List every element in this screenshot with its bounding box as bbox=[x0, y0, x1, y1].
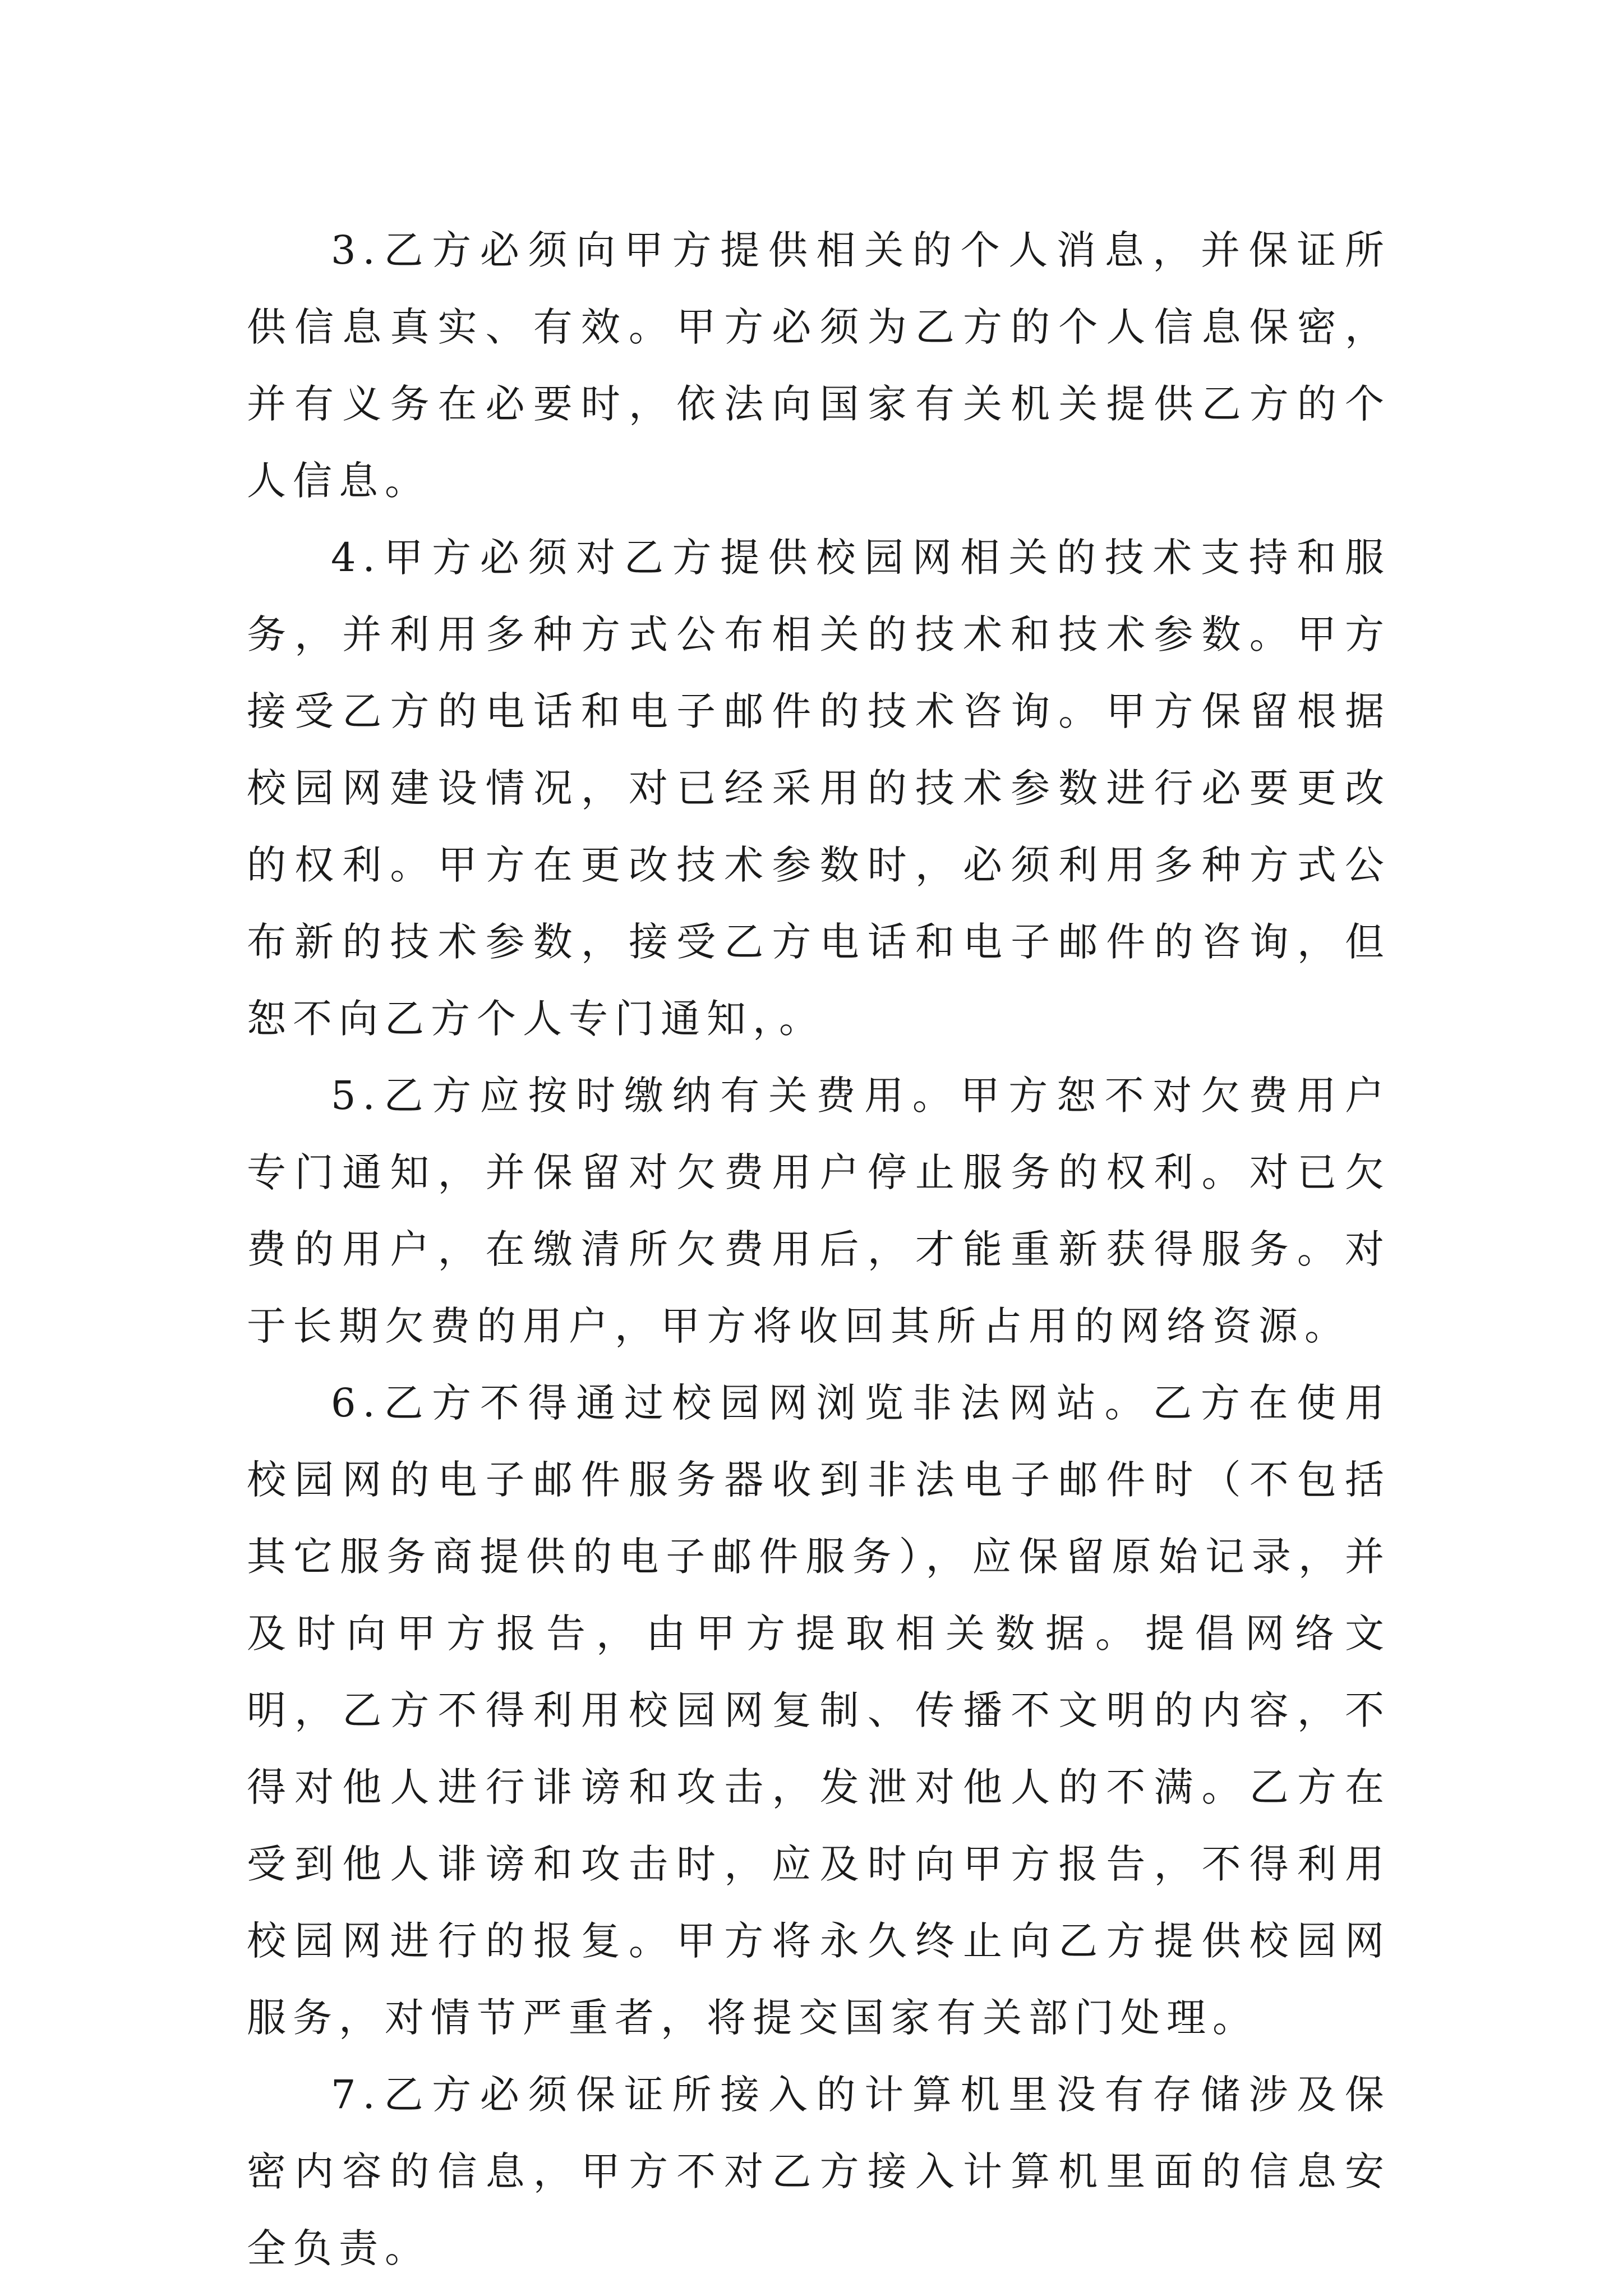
document-body bbox=[247, 212, 1391, 2287]
clause-5-paragraph: 5.乙方应按时缴纳有关费用。甲方恕不对欠费用户专门通知，并保留对欠费用户停止服务的权利。对已欠费的用户，在缴清所欠费用后，才能重新获得服务。对于长期欠费的用户，甲方将收回其所占用的网络资源。 bbox=[247, 1073, 1391, 1349]
clause-6-paragraph: 6.乙方不得通过校园网浏览非法网站。乙方在使用校园网的电子邮件服务器收到非法电子邮件时（不包括其它服务商提供的电子邮件服务），应保留原始记录，并及时向甲方报告，由甲方提取相关数据。提倡网络文明，乙方不得利用校园网复制、传播不文明的内容，不得对他人进行诽谤和攻击，发泄对他人的不满。乙方在受到他人诽谤和攻击时，应及时向甲方报告，不得利用校园网进行的报复。甲方将永久终止向乙方提供校园网服务，对情节严重者，将提交国家有关部门处理。 bbox=[247, 1380, 1391, 2041]
clause-3-paragraph: 3.乙方必须向甲方提供相关的个人消息，并保证所供信息真实、有效。甲方必须为乙方的个人信息保密，并有义务在必要时，依法向国家有关机关提供乙方的个人信息。 bbox=[247, 227, 1391, 504]
clause-4-paragraph: 4.甲方必须对乙方提供校园网相关的技术支持和服务，并利用多种方式公布相关的技术和技术参数。甲方接受乙方的电话和电子邮件的技术咨询。甲方保留根据校园网建设情况，对已经采用的技术参数进行必要更改的权利。甲方在更改技术参数时，必须利用多种方式公布新的技术参数，接受乙方电话和电子邮件的咨询，但恕不向乙方个人专门通知，。 bbox=[247, 535, 1391, 1042]
clause-7-paragraph: 7.乙方必须保证所接入的计算机里没有存储涉及保密内容的信息，甲方不对乙方接入计算机里面的信息安全负责。 bbox=[247, 2072, 1391, 2271]
